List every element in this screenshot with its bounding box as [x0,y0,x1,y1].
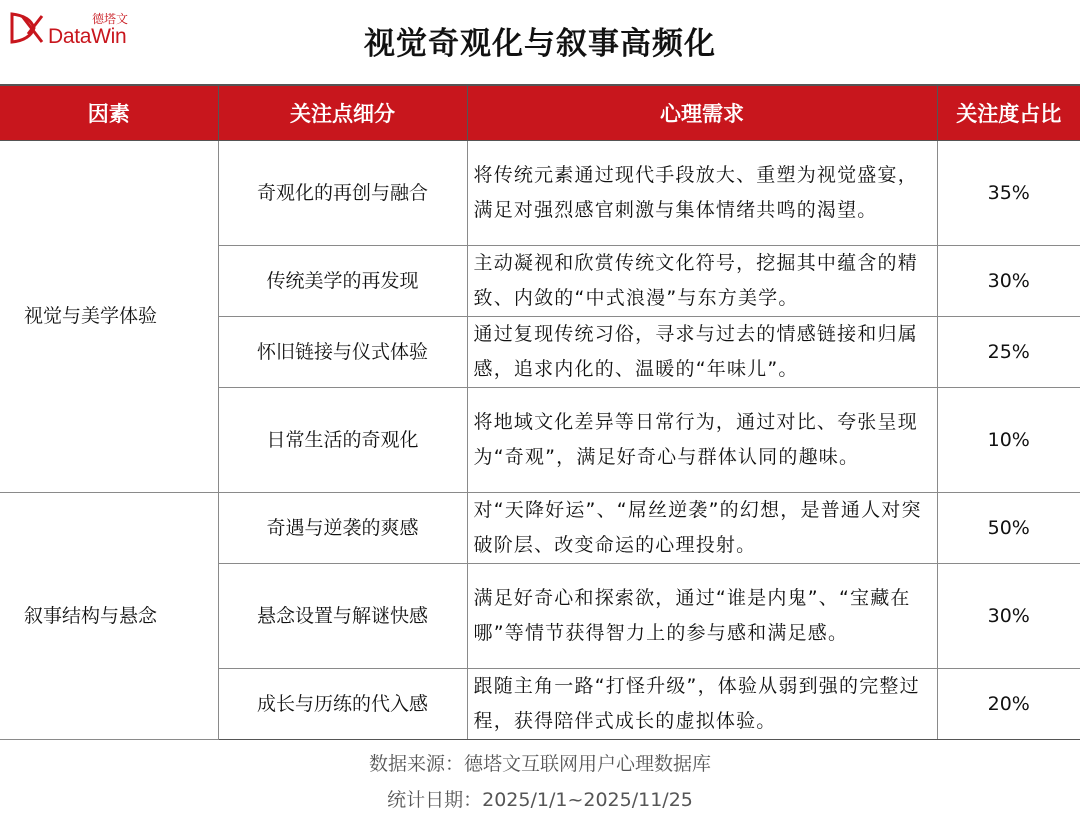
pct-cell: 30% [937,564,1080,669]
header-factor: 因素 [0,85,218,141]
need-cell: 通过复现传统习俗，寻求与过去的情感链接和归属感，追求内化的、温暖的“年味儿”。 [467,317,937,388]
logo-en-text: DataWin [48,25,127,48]
table-row [0,141,1080,246]
aspect-cell: 传统美学的再发现 [218,246,467,317]
aspect-cell: 成长与历练的代入感 [218,669,467,740]
page-footer [0,746,1080,818]
factor-cell: 叙事结构与悬念 [0,493,218,740]
aspect-cell: 日常生活的奇观化 [218,388,467,493]
table-row [0,493,1080,564]
factor-cell: 视觉与美学体验 [0,141,218,493]
aspect-cell: 奇遇与逆袭的爽感 [218,493,467,564]
need-cell: 将传统元素通过现代手段放大、重塑为视觉盛宴，满足对强烈感官刺激与集体情绪共鸣的渴望。 [467,141,937,246]
header-pct: 关注度占比 [937,85,1080,141]
pct-cell: 10% [937,388,1080,493]
pct-cell: 20% [937,669,1080,740]
page-title: 视觉奇观化与叙事高频化 [364,26,716,62]
need-cell: 满足好奇心和探索欲，通过“谁是内鬼”、“宝藏在哪”等情节获得智力上的参与感和满足感。 [467,564,937,669]
page-header [0,0,1080,84]
need-cell: 对“天降好运”、“屌丝逆袭”的幻想，是普通人对突破阶层、改变命运的心理投射。 [467,493,937,564]
aspect-cell: 怀旧链接与仪式体验 [218,317,467,388]
logo-cn-text: 德塔文 [92,12,129,26]
header-aspect: 关注点细分 [218,85,467,141]
need-cell: 主动凝视和欣赏传统文化符号，挖掘其中蕴含的精致、内敛的“中式浪漫”与东方美学。 [467,246,937,317]
statistics-period-note: 统计日期：2025/1/1~2025/11/25 [387,789,693,811]
psychology-table [0,84,1080,740]
data-source-note: 数据来源：德塔文互联网用户心理数据库 [368,753,711,775]
aspect-cell: 悬念设置与解谜快感 [218,564,467,669]
table-header-row [0,85,1080,141]
pct-cell: 25% [937,317,1080,388]
need-cell: 跟随主角一路“打怪升级”，体验从弱到强的完整过程，获得陪伴式成长的虚拟体验。 [467,669,937,740]
pct-cell: 35% [937,141,1080,246]
pct-cell: 50% [937,493,1080,564]
need-cell: 将地域文化差异等日常行为，通过对比、夸张呈现为“奇观”，满足好奇心与群体认同的趣味。 [467,388,937,493]
pct-cell: 30% [937,246,1080,317]
aspect-cell: 奇观化的再创与融合 [218,141,467,246]
header-need: 心理需求 [467,85,937,141]
